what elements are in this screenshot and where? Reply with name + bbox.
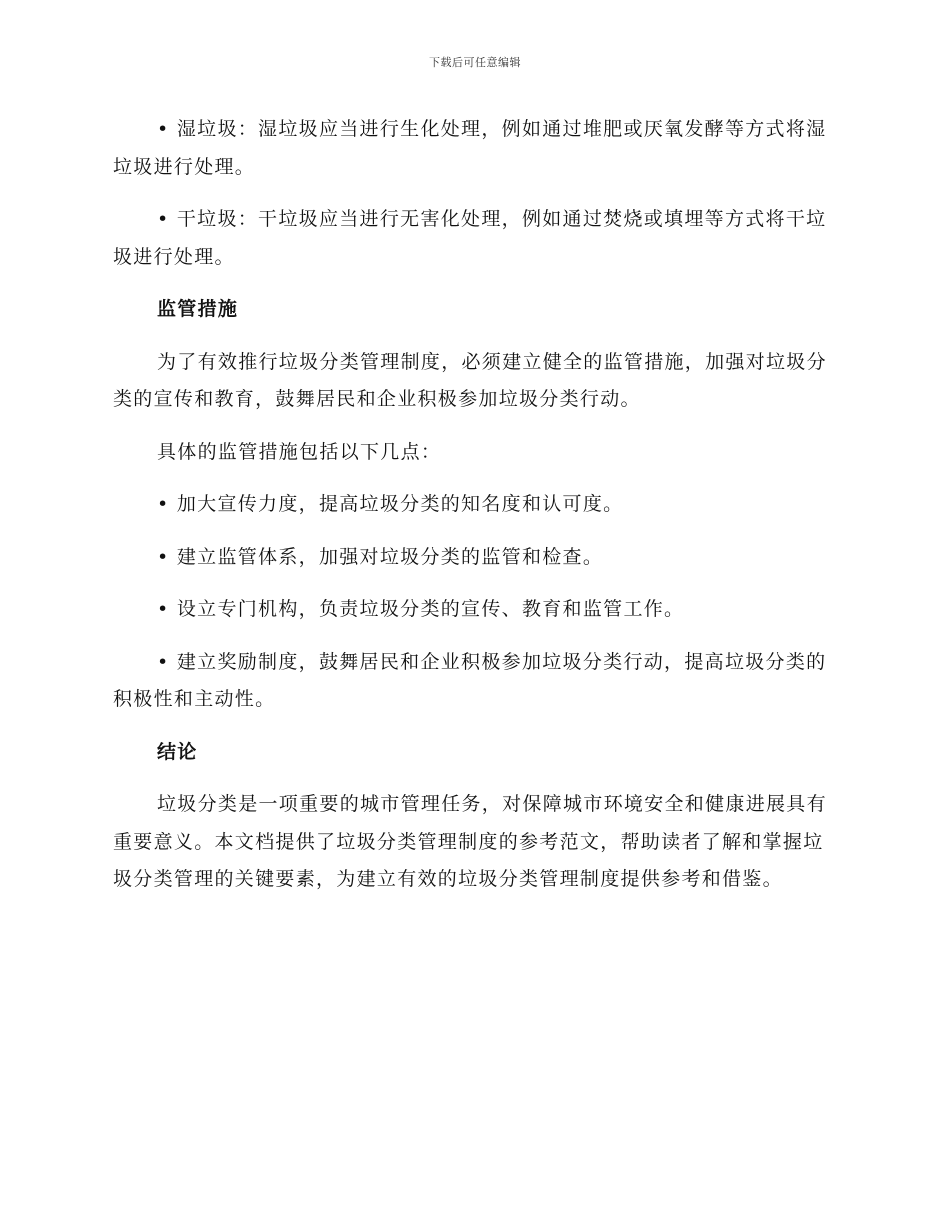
bullet-supervision-system: • 建立监管体系，加强对垃圾分类的监管和检查。: [157, 545, 604, 568]
bullet-reward-system: • 建立奖励制度，鼓舞居民和企业积极参加垃圾分类行动，提高垃圾分类的积极性和主动性。: [113, 650, 827, 710]
bullet-wet-waste: • 湿垃圾：湿垃圾应当进行生化处理，例如通过堆肥或厌氧发酵等方式将湿垃圾进行处理。: [113, 118, 827, 178]
paragraph-conclusion: 垃圾分类是一项重要的城市管理任务，对保障城市环境安全和健康进展具有重要意义。本文档提供了垃圾分类管理制度的参考范文，帮助读者了解和掌握垃圾分类管理的关键要素，为建立有效的垃圾分类管理制度提供参考和借鉴。: [113, 793, 827, 890]
page-header: 下载后可任意编辑: [429, 56, 521, 69]
bullet-publicity: • 加大宣传力度，提高垃圾分类的知名度和认可度。: [157, 493, 624, 515]
section-heading-conclusion: 结论: [157, 740, 198, 763]
paragraph-supervision-intro: 为了有效推行垃圾分类管理制度，必须建立健全的监管措施，加强对垃圾分类的宣传和教育，鼓舞居民和企业积极参加垃圾分类行动。: [113, 350, 827, 410]
document-body: [113, 111, 835, 914]
paragraph-supervision-list-intro: 具体的监管措施包括以下几点：: [157, 440, 442, 463]
bullet-dedicated-agency: • 设立专门机构，负责垃圾分类的宣传、教育和监管工作。: [157, 598, 685, 620]
section-heading-supervision: 监管措施: [157, 298, 239, 320]
bullet-dry-waste: • 干垃圾：干垃圾应当进行无害化处理，例如通过焚烧或填埋等方式将干垃圾进行处理。: [113, 208, 827, 268]
